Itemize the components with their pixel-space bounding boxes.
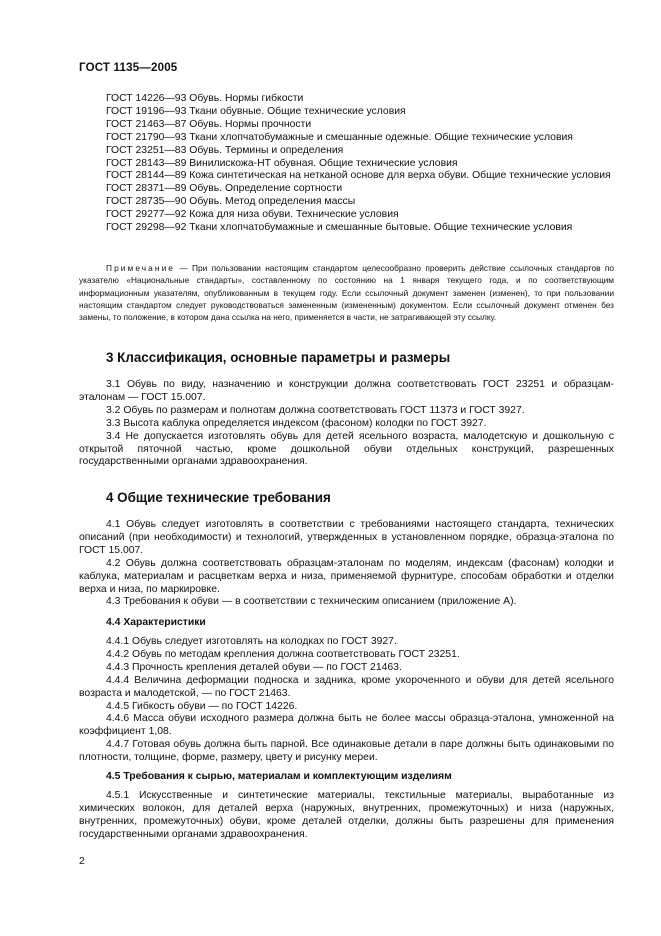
note-lead: Примечание: [106, 263, 176, 273]
paragraph: 4.1 Обувь следует изготовлять в соответствии с требованиями настоящего стандарта, технических описаний (при необходимости) и технологий, утвержденных в установленном порядке, образца-эталона по ГОСТ 15.007.: [79, 519, 614, 556]
section-3-title: 3 Классификация, основные параметры и размеры: [106, 350, 451, 365]
paragraph: 4.3 Требования к обуви — в соответствии с техническим описанием (приложение А).: [106, 596, 517, 608]
running-header: ГОСТ 1135—2005: [79, 62, 178, 74]
paragraph: 3.1 Обувь по виду, назначению и конструкции должна соответствовать ГОСТ 23251 и образцам-эталонам — ГОСТ 15.007.: [79, 379, 614, 403]
section-4-5-title: 4.5 Требования к сырью, материалам и комплектующим изделиям: [106, 771, 452, 782]
reference-item: ГОСТ 28371—89 Обувь. Определение сортности: [106, 183, 343, 195]
reference-item: ГОСТ 28735—90 Обувь. Метод определения массы: [106, 196, 356, 208]
paragraph: 4.4.6 Масса обуви исходного размера должна быть не более массы образца-эталона, умноженной на коэффициент 1,08.: [79, 713, 614, 738]
paragraph: 4.4.1 Обувь следует изготовлять на колодках по ГОСТ 3927.: [106, 636, 397, 647]
paragraph: 3.4 Не допускается изготовлять обувь для детей ясельного возраста, малодетскую и дошкольную с открытой пяточной частью, кроме дошкольной обуви отдельных конструкций, разрешенных государственными органами здравоохранения.: [79, 430, 614, 468]
paragraph: 4.4.5 Гибкость обуви — по ГОСТ 14226.: [106, 700, 298, 712]
paragraph: 4.4.7 Готовая обувь должна быть парной. Все одинаковые детали в паре должны быть одинаковыми по плотности, толщине, форме, размеру, цвету и рисунку мереи.: [79, 739, 614, 764]
paragraph: 4.4.2 Обувь по методам крепления должна соответствовать ГОСТ 23251.: [106, 648, 460, 660]
reference-item: ГОСТ 19196—93 Ткани обувные. Общие технические условия: [106, 105, 406, 117]
reference-item: ГОСТ 28143—89 Винилискожа-НТ обувная. Общие технические условия: [106, 157, 458, 169]
page-number: 2: [79, 856, 85, 867]
paragraph: 4.2 Обувь должна соответствовать образцам-эталонам по моделям, индексам (фасонам) колодки и каблука, материалам и расцветкам верха и низа, применяемой фурнитуре, способам обработки и отделки верха и низа, по маркировке.: [79, 557, 614, 595]
paragraph: 4.5.1 Искусственные и синтетические материалы, текстильные материалы, выработанные из химических волокон, для деталей верха (наружных, внутренних, промежуточных) и низа (наружных, внутренних, промежуточных) обуви, кроме деталей отделки, должны быть разрешены для применения государственными органами здравоохранения.: [79, 790, 614, 840]
section-3-body: [79, 379, 614, 469]
section-4-body: [79, 519, 614, 609]
paragraph: 3.2 Обувь по размерам и полнотам должна соответствовать ГОСТ 11373 и ГОСТ 3927.: [106, 404, 525, 416]
reference-item: ГОСТ 21463—87 Обувь. Нормы прочности: [106, 118, 312, 130]
section-4-4-body: [79, 636, 614, 765]
reference-item: ГОСТ 21790—93 Ткани хлопчатобумажные и смешанные одежные. Общие технические условия: [106, 131, 573, 143]
reference-item: ГОСТ 23251—83 Обувь. Термины и определения: [106, 144, 344, 156]
section-4-5-body: [79, 790, 614, 842]
paragraph: 3.3 Высота каблука определяется индексом (фасоном) колодки по ГОСТ 3927.: [106, 417, 487, 429]
reference-item: ГОСТ 29298—92 Ткани хлопчатобумажные и смешанные бытовые. Общие технические условия: [106, 222, 573, 234]
note-text: — При пользовании настоящим стандартом целесообразно проверить действие ссылочных стандартов по указателю «Национальные стандарты», составленному по состоянию на 1 января текущего года, и по соответствующим информационным указателям, опубликованным в текущем году. Если ссылочный документ заменен (изменен), то при пользовании настоящим стандартом следует руководствоваться замененным (измененным) документом. Если ссылочный документ отменен без замены, то положение, в котором дана ссылка на него, применяется в части, не затрагивающей эту ссылку.: [79, 263, 614, 323]
reference-item: ГОСТ 28144—89 Кожа синтетическая на нетканой основе для верха обуви. Общие технические условия: [106, 170, 611, 182]
normative-references-list: [79, 93, 614, 235]
paragraph: 4.4.4 Величина деформации подноска и задника, кроме укороченного и обуви для детей ясельного возраста и малодетской, — по ГОСТ 21463.: [79, 674, 614, 699]
section-4-title: 4 Общие технические требования: [106, 490, 331, 505]
reference-item: ГОСТ 14226—93 Обувь. Нормы гибкости: [106, 93, 304, 104]
paragraph: 4.4.3 Прочность крепления деталей обуви — по ГОСТ 21463.: [106, 661, 402, 673]
reference-item: ГОСТ 29277—92 Кожа для низа обуви. Технические условия: [106, 209, 399, 221]
references-note: [79, 262, 614, 323]
section-4-4-title: 4.4 Характеристики: [106, 617, 206, 628]
